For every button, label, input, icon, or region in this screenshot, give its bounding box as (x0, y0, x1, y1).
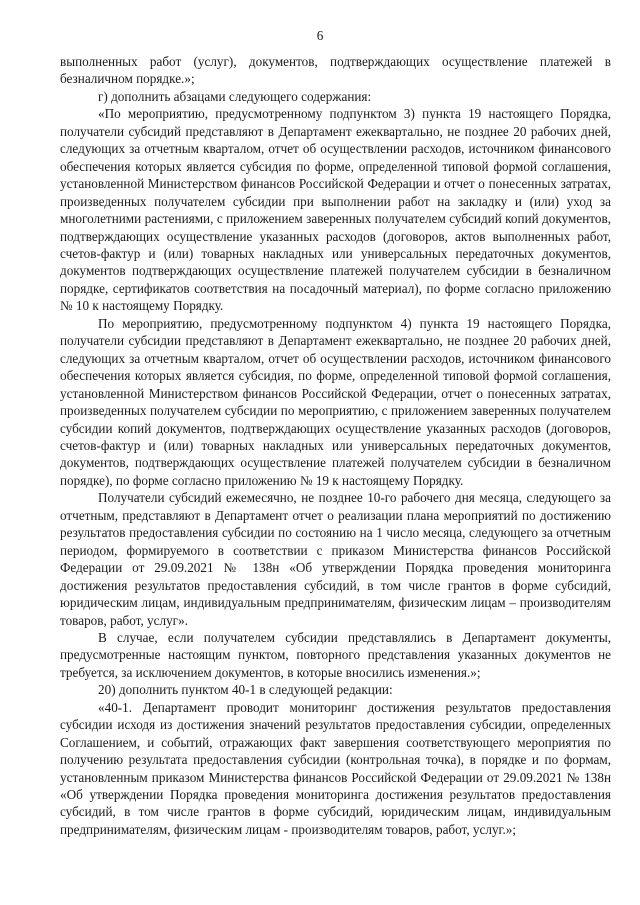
paragraph-item-20: 20) дополнить пунктом 40-1 в следующей редакции: (98, 682, 393, 698)
paragraph-measure-4: По мероприятию, предусмотренному подпунктом 4) пункта 19 настоящего Порядка, получатели субсидии представляют в Департамент ежеквартально, не позднее 20 рабочих дней, следующих за отчетным кварталом, отчет об осуществлении расходов, источником финансового обеспечения которых является субсидия, по форме, определенной типовой формой соглашения, установленной Министерством финансов Российской Федерации, отчет о понесенных затратах, произведенных получателем субсидии по мероприятию, с приложением заверенных получателем субсидии копий документов, подтверждающих осуществление указанных расходов (договоров, счетов-фактур и (или) товарных накладных или универсальных передаточных документов, документов, подтверждающих осуществление платежей получателем субсидии в безналичном порядке), по форме согласно приложению № 19 к настоящему Порядку. (60, 315, 611, 488)
page-number: 6 (316, 28, 324, 43)
paragraph-subitem-g: г) дополнить абзацами следующего содержания: (98, 88, 372, 104)
paragraph-continuation: выполненных работ (услуг), документов, подтверждающих осуществление платежей в безналичном порядке.»; (60, 54, 611, 87)
paragraph-measure-3: «По мероприятию, предусмотренному подпунктом 3) пункта 19 настоящего Порядка, получатели субсидий представляют в Департамент ежеквартально, не позднее 20 рабочих дней, следующих за отчетным кварталом, отчет об осуществлении расходов, источником финансового обеспечения которых является субсидия по форме, определенной типовой формой соглашения, установленной Министерством финансов Российской Федерации и отчет о понесенных затратах, произведенных получателем субсидии при выполнении работ на закладку и (или) уход за многолетними растениями, с приложением заверенных получателем субсидий копий документов, подтверждающих осуществление указанных расходов (договоров, актов выполненных работ, счетов-фактур и (или) товарных накладных или универсальных передаточных документов, документов подтверждающих осуществление платежей получателем субсидии в безналичном порядке, сертификатов соответствия на посадочный материал), по форме согласно приложению № 10 к настоящему Порядку. (60, 106, 611, 314)
paragraph-monthly-report: Получатели субсидий ежемесячно, не позднее 10-го рабочего дня месяца, следующего за отчетным, представляют в Департамент отчет о реализации плана мероприятий по достижению результатов предоставления субсидии по состоянию на 1 число месяца, следующего за отчетным периодом, формируемого в соответствии с приказом Министерства финансов Российской Федерации от 29.09.2021 № 138н «Об утверждении Порядка проведения мониторинга достижения результатов предоставления субсидий, в том числе грантов в форме субсидий, юридическим лицам, индивидуальным предпринимателям, физическим лицам – производителям товаров, работ, услуг». (60, 490, 611, 628)
paragraph-repeat-documents: В случае, если получателем субсидии представлялись в Департамент документы, предусмотренные настоящим пунктом, повторного представления указанных документов не требуется, за исключением документов, в которые вносились изменения.»; (60, 629, 611, 680)
document-body (60, 53, 611, 838)
paragraph-clause-40-1: «40-1. Департамент проводит мониторинг достижения результатов предоставления субсидии исходя из достижения значений результатов предоставления субсидии, определенных Соглашением, и событий, отражающих факт завершения соответствующего мероприятия по получению результата предоставления субсидии (контрольная точка), в порядке и по формам, установленным приказом Министерства финансов Российской Федерации от 29.09.2021 № 138н «Об утверждении Порядка проведения мониторинга достижения результатов предоставления субсидий, в том числе грантов в форме субсидий, юридическим лицам, индивидуальным предпринимателям, физическим лицам - производителям товаров, работ, услуг.»; (60, 699, 611, 837)
